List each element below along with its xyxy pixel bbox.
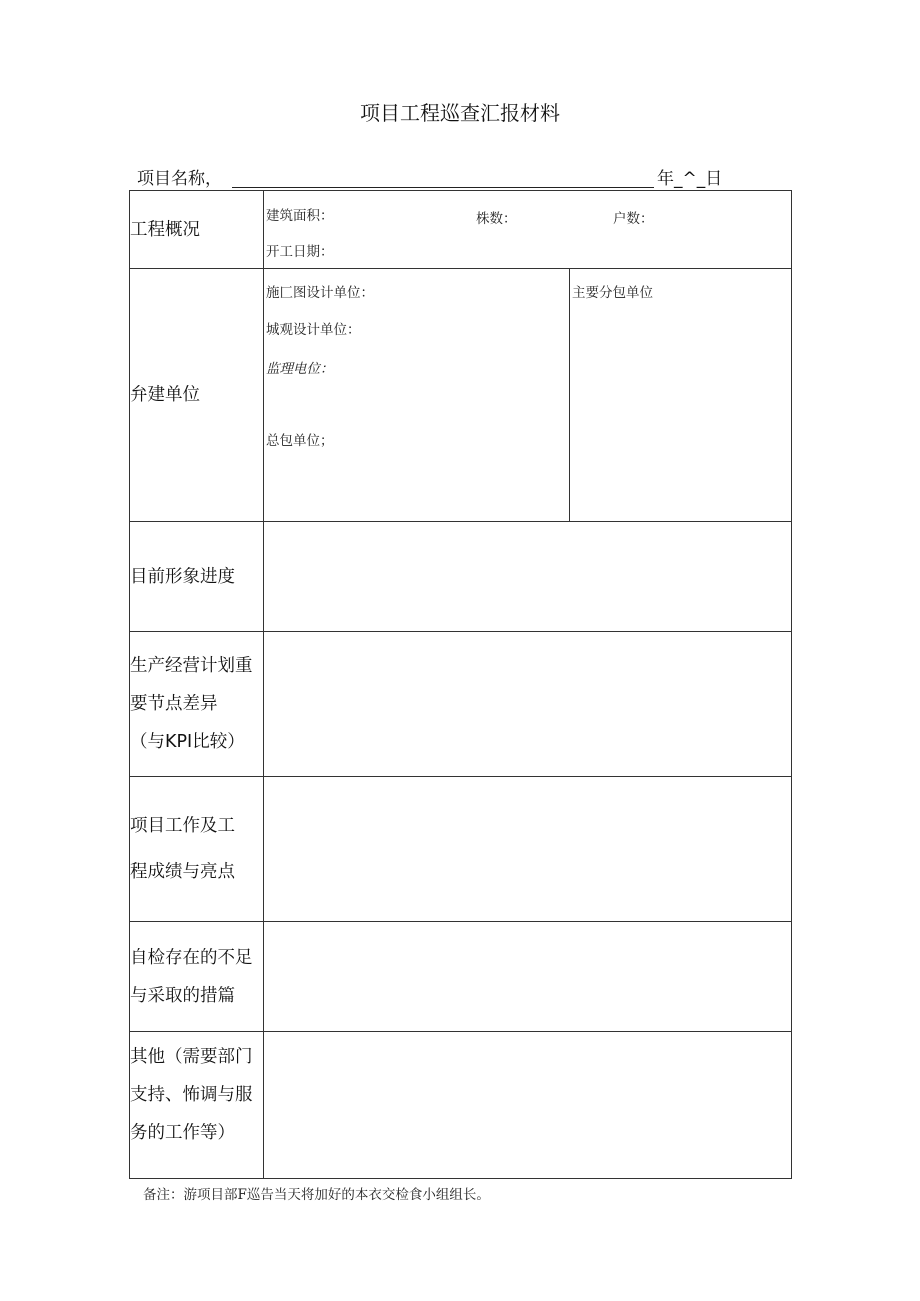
field-construction-drawing-designer: 施匚图设计单位：	[266, 285, 374, 301]
label-plan-line2: 要节点差异	[130, 694, 218, 714]
row-progress	[130, 522, 792, 632]
label-progress: 目前形象进度	[130, 522, 264, 632]
label-other	[130, 1032, 264, 1179]
project-name-label: 项目名称，	[137, 169, 222, 189]
field-building-area: 建筑面积：	[266, 208, 334, 224]
field-building-count: 株数：	[476, 211, 517, 227]
label-other-line3: 务的工作等）	[130, 1123, 235, 1143]
report-date[interactable]: 年_^_日	[657, 169, 723, 189]
footnote: 备注：游项目部F巡告当天将加好的本衣交检食小组组长。	[143, 1187, 490, 1203]
inspection-form-table	[129, 190, 792, 1179]
row-overview	[130, 191, 792, 269]
row-units	[130, 269, 792, 522]
field-subcontractor: 主要分包单位	[572, 285, 653, 301]
field-household-count: 户数：	[613, 211, 654, 227]
row-achievements	[130, 777, 792, 922]
cell-achievements[interactable]	[264, 777, 792, 922]
label-plan-line3: （与KPI比较）	[130, 732, 245, 752]
label-other-line2: 支持、怖调与服	[130, 1085, 253, 1105]
label-other-line1: 其他（需要部门	[130, 1047, 253, 1067]
cell-deficiencies[interactable]	[264, 922, 792, 1032]
row-plan	[130, 632, 792, 777]
field-city-designer: 城观设计单位：	[266, 322, 361, 338]
field-general-contractor: 总包单位；	[266, 433, 334, 449]
row-other	[130, 1032, 792, 1179]
label-achievements-line1: 项目工作及工	[130, 816, 235, 836]
label-achievements-line2: 程成绩与亮点	[130, 862, 235, 882]
label-deficiencies-line1: 自检存在的不足	[130, 947, 253, 968]
label-deficiencies	[130, 922, 264, 1032]
label-plan-line1: 生产经营计划重	[130, 656, 253, 676]
label-plan	[130, 632, 264, 777]
cell-plan[interactable]	[264, 632, 792, 777]
label-overview: 工程概况	[130, 191, 264, 269]
project-name-field[interactable]	[232, 187, 654, 188]
cell-overview[interactable]	[264, 191, 792, 269]
units-divider	[569, 269, 570, 521]
field-start-date: 开工日期：	[266, 244, 334, 260]
page-title: 项目工程巡查汇报材料	[360, 101, 560, 125]
cell-other[interactable]	[264, 1032, 792, 1179]
label-units: 弁建单位	[130, 269, 264, 522]
cell-units[interactable]	[264, 269, 792, 522]
label-achievements	[130, 777, 264, 922]
label-deficiencies-line2: 与采取的措篇	[130, 985, 235, 1006]
row-deficiencies	[130, 922, 792, 1032]
cell-progress[interactable]	[264, 522, 792, 632]
field-supervision-unit: 监理电位：	[266, 361, 334, 377]
